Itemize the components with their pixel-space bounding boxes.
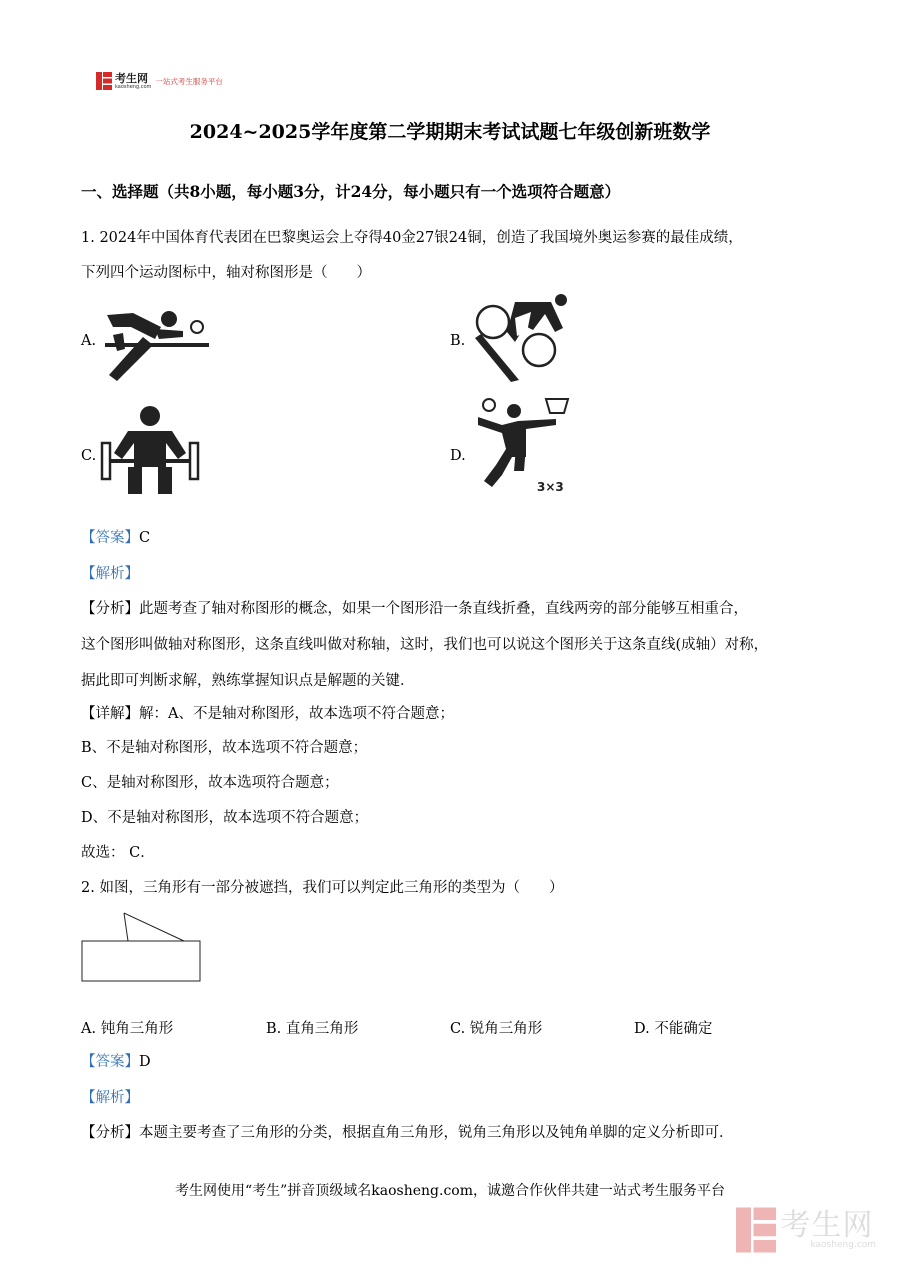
q1-detail-line1 xyxy=(81,704,454,724)
q1-fenxi-line1 xyxy=(81,599,748,619)
q1-option-c-label: C. xyxy=(81,448,97,464)
q1-detail-line4: D、不是轴对称图形，故本选项不符合题意； xyxy=(81,810,369,826)
q2-answer-row xyxy=(81,1052,151,1072)
weightlifting-icon xyxy=(100,405,200,495)
q1-analysis-tag: 【解析】 xyxy=(81,566,139,582)
logo-slogan: 一站式考生服务平台 xyxy=(155,76,223,86)
q1-answer: C xyxy=(139,530,151,546)
q2-option-d: D. 不能确定 xyxy=(634,1021,713,1037)
site-logo xyxy=(96,72,223,90)
detail-text: 解：A、不是轴对称图形，故本选项不符合题意； xyxy=(139,706,454,722)
answer-tag: 【答案】 xyxy=(81,1054,139,1070)
kaosheng-logo-icon xyxy=(96,72,112,90)
q2-option-a: A. 钝角三角形 xyxy=(81,1021,174,1037)
q1-fenxi-line2: 这个图形叫做轴对称图形，这条直线叫做对称轴，这时，我们也可以说这个图形关于这条直线(成轴）对称， xyxy=(81,637,769,653)
q1-detail-line3: C、是轴对称图形，故本选项符合题意； xyxy=(81,775,339,791)
q1-detail-line2: B、不是轴对称图形，故本选项不符合题意； xyxy=(81,740,368,756)
q2-fenxi-line1 xyxy=(81,1123,734,1143)
section-heading: 一、选择题（共8小题，每小题3分，计24分，每小题只有一个选项符合题意） xyxy=(81,182,621,201)
page-footer: 考生网使用“考生”拼音顶级域名kaosheng.com，诚邀合作伙伴共建一站式考生服务平台 xyxy=(174,1183,726,1199)
answer-tag: 【答案】 xyxy=(81,530,139,546)
hidden-triangle-figure xyxy=(80,910,204,984)
fenxi-tag: 【分析】 xyxy=(81,601,139,617)
q1-answer-row xyxy=(81,528,150,548)
watermark-name: 考生网 xyxy=(780,1207,874,1243)
page-title: 2024~2025学年度第二学期期末考试试题七年级创新班数学 xyxy=(189,121,711,143)
fenxi-text: 本题主要考查了三角形的分类，根据直角三角形，锐角三角形以及钝角单脚的定义分析即可． xyxy=(139,1125,734,1141)
q2-analysis-tag: 【解析】 xyxy=(81,1090,139,1106)
logo-name: 考生网 xyxy=(115,71,148,85)
q1-text-line1: 1. 2024年中国体育代表团在巴黎奥运会上夺得40金27银24铜，创造了我国境外奥运参赛的最佳成绩， xyxy=(81,230,743,246)
icon-d-caption: 3×3 xyxy=(537,480,564,494)
detail-tag: 【详解】 xyxy=(81,706,139,722)
q2-answer: D xyxy=(139,1054,151,1070)
table-tennis-icon xyxy=(103,307,213,383)
logo-domain: kaosheng.com xyxy=(115,83,152,90)
watermark xyxy=(736,1207,876,1253)
q2-option-c: C. 锐角三角形 xyxy=(450,1021,543,1037)
q1-text-line2: 下列四个运动图标中，轴对称图形是（ ） xyxy=(81,265,371,281)
cycling-icon xyxy=(471,292,571,382)
q1-option-a-label: A. xyxy=(81,333,97,349)
q1-conclusion: 故选： C． xyxy=(81,845,155,861)
fenxi-tag: 【分析】 xyxy=(81,1125,139,1141)
q1-fenxi-line3: 据此即可判断求解，熟练掌握知识点是解题的关键． xyxy=(81,673,415,689)
q2-text: 2. 如图，三角形有一部分被遮挡，我们可以判定此三角形的类型为（ ） xyxy=(81,880,564,896)
watermark-domain: kaosheng.com xyxy=(810,1239,876,1250)
watermark-logo-icon xyxy=(736,1207,776,1253)
q2-option-b: B. 直角三角形 xyxy=(266,1021,359,1037)
fenxi-text: 此题考查了轴对称图形的概念，如果一个图形沿一条直线折叠，直线两旁的部分能够互相重合， xyxy=(139,601,748,617)
q1-option-b-label: B. xyxy=(450,333,466,349)
q1-option-d-label: D. xyxy=(450,448,466,464)
